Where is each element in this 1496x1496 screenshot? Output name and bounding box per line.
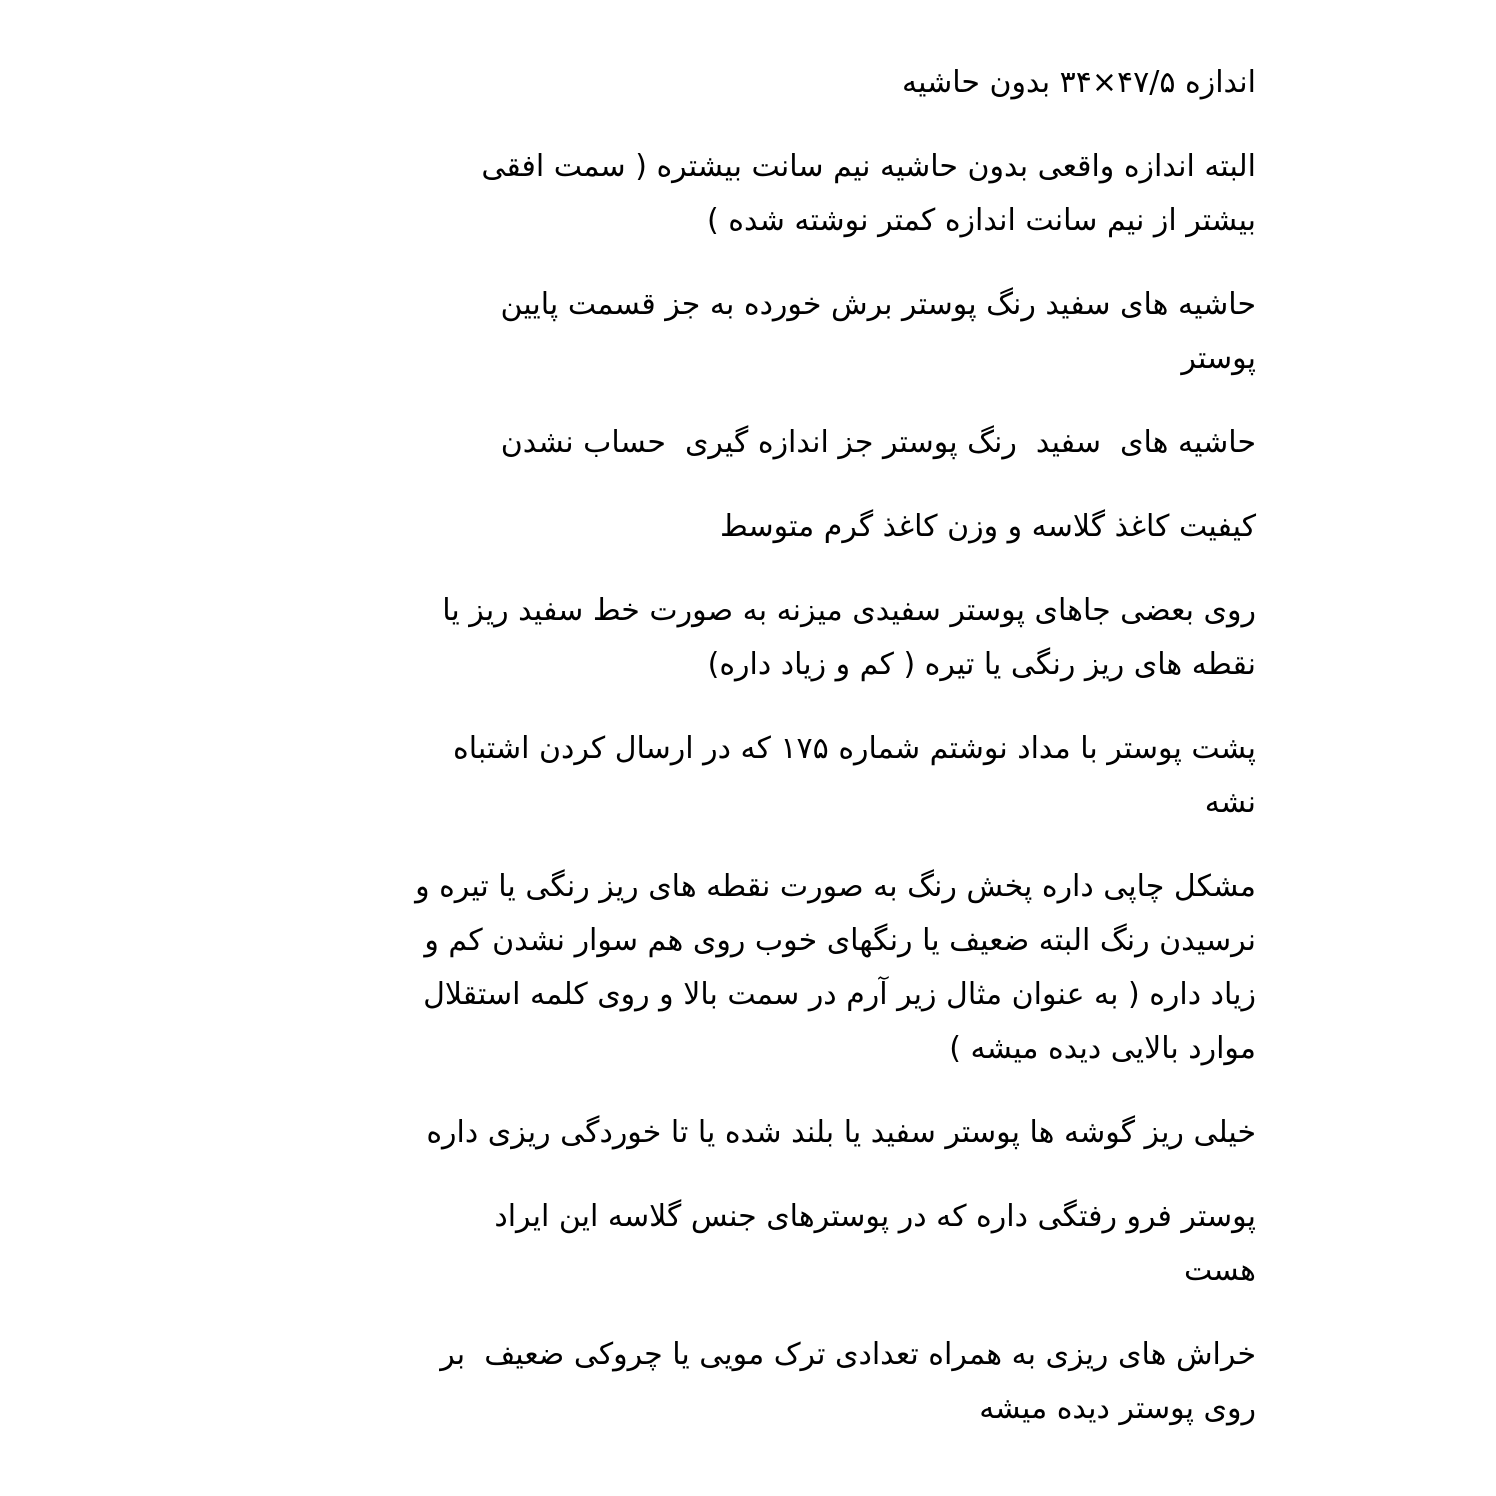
paragraph-white-spots: [216, 584, 1256, 692]
text-line: نشه: [1204, 785, 1256, 820]
paragraph-scratches: [216, 1328, 1256, 1436]
text-line: هست: [1183, 1253, 1256, 1288]
paragraph-actual-size-note: [216, 140, 1256, 248]
text-line: خیلی ریز گوشه ها پوستر سفید یا بلند شده یا تا خوردگی ریزی داره: [426, 1115, 1256, 1150]
paragraph-dents: [216, 1190, 1256, 1298]
text-line: پوستر: [1181, 341, 1256, 376]
text-line: اندازه ۴۷/۵×۳۴ بدون حاشیه: [902, 65, 1256, 100]
text-line: زیاد داره ( به عنوان مثال زیر آرم در سمت بالا و روی کلمه استقلال: [423, 977, 1256, 1012]
paragraph-corners: [216, 1106, 1256, 1160]
text-line: بیشتر از نیم سانت اندازه کمتر نوشته شده ): [707, 203, 1256, 238]
document-page: [216, 56, 1256, 1466]
paragraph-pencil-number: [216, 722, 1256, 830]
text-line: پشت پوستر با مداد نوشتم شماره ۱۷۵ که در ارسال کردن اشتباه: [452, 731, 1256, 766]
text-line: حاشیه های سفید رنگ پوستر جز اندازه گیری حساب نشدن: [500, 425, 1256, 460]
text-line: روی بعضی جاهای پوستر سفیدی میزنه به صورت خط سفید ریز یا: [442, 593, 1256, 628]
text-line: موارد بالایی دیده میشه ): [949, 1031, 1256, 1066]
text-line: خراش های ریزی به همراه تعدادی ترک مویی یا چروکی ضعیف بر: [440, 1337, 1256, 1372]
paragraph-size: [216, 56, 1256, 110]
text-line: پوستر فرو رفتگی داره که در پوسترهای جنس گلاسه این ایراد: [494, 1199, 1256, 1234]
text-line: البته اندازه واقعی بدون حاشیه نیم سانت بیشتره ( سمت افقی: [481, 149, 1256, 184]
paragraph-paper-quality: [216, 500, 1256, 554]
paragraph-print-issue: [216, 860, 1256, 1076]
paragraph-white-margins-not-counted: [216, 416, 1256, 470]
text-line: حاشیه های سفید رنگ پوستر برش خورده به جز قسمت پایین: [500, 287, 1256, 322]
paragraph-white-margins-cut: [216, 278, 1256, 386]
text-line: کیفیت کاغذ گلاسه و وزن کاغذ گرم متوسط: [719, 509, 1256, 544]
text-line: روی پوستر دیده میشه: [979, 1391, 1256, 1426]
text-line: نقطه های ریز رنگی یا تیره ( کم و زیاد داره): [707, 647, 1256, 682]
text-line: مشکل چاپی داره پخش رنگ به صورت نقطه های ریز رنگی یا تیره و: [415, 869, 1256, 904]
text-line: نرسیدن رنگ البته ضعیف یا رنگهای خوب روی هم سوار نشدن کم و: [424, 923, 1256, 958]
